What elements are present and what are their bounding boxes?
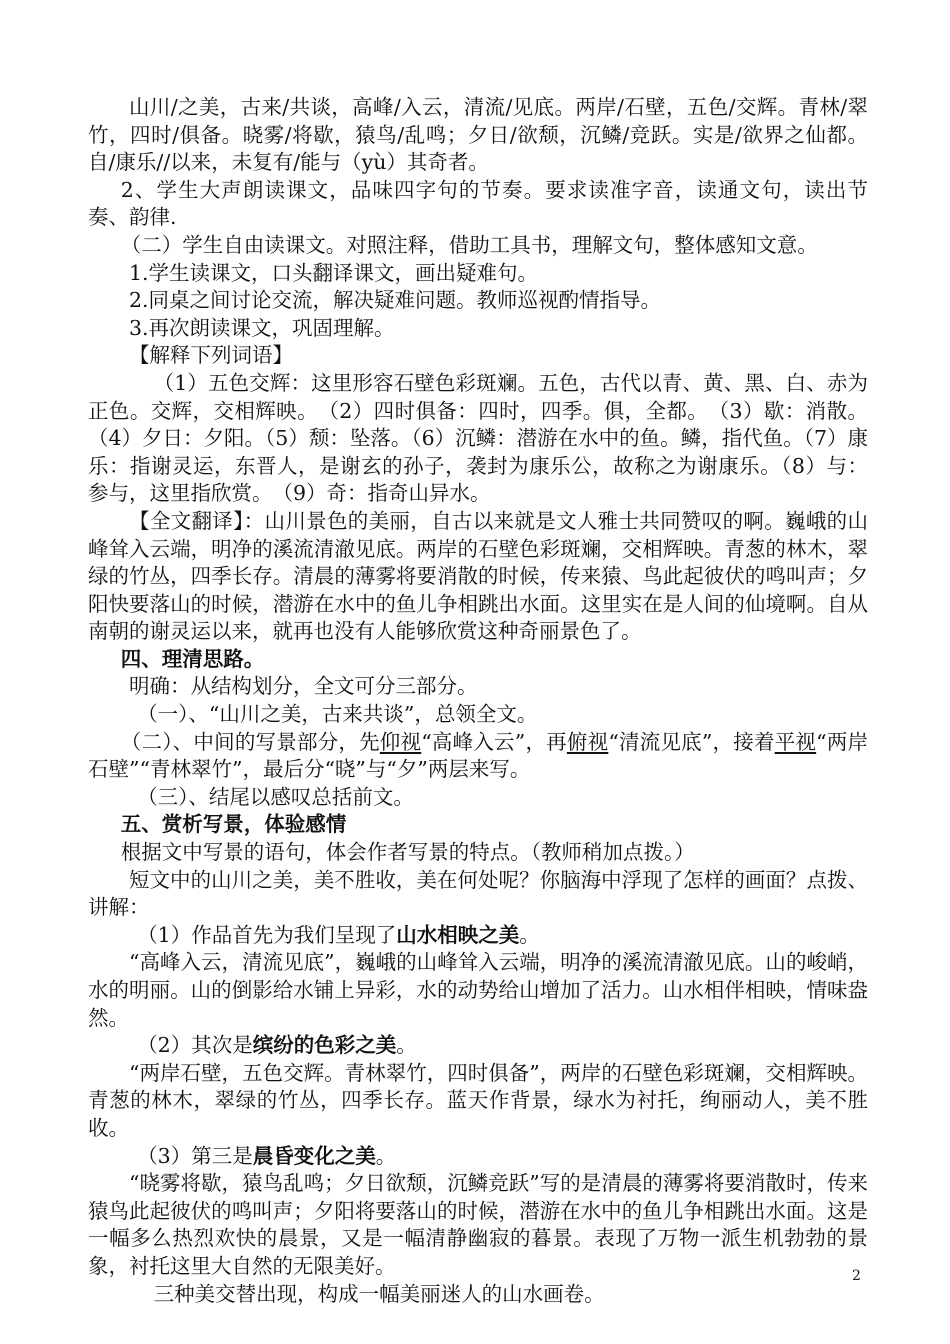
page-number: 2 — [852, 1268, 861, 1284]
text-run: 。 — [396, 1033, 417, 1058]
text-run: 短文中的山川之美，美不胜收，美在何处呢？你脑海中浮现了怎样的画面？点拨、讲解： — [88, 867, 868, 920]
text-run: 根据文中写景的语句，体会作者写景的特点。（教师稍加点拨。） — [120, 840, 695, 865]
paragraph — [88, 1032, 868, 1060]
bold-text: 山水相映之美 — [396, 922, 520, 947]
text-run: 山川/之美，古来/共谈，高峰/入云，清流/见底。两岸/石壁，五色/交辉。青林/翠竹，四时/俱备。晓雾/将歇，猿鸟/乱鸣；夕日/欲颓，沉鳞/竞跃。实是/欲界之仙都。自/康乐//以来，未复有/能与（yù）其奇者。 — [88, 95, 868, 175]
text-run: 明确：从结构划分，全文可分三部分。 — [129, 674, 478, 699]
text-run: （1）作品首先为我们呈现了 — [137, 922, 397, 947]
paragraph — [88, 922, 868, 950]
paragraph — [88, 1143, 868, 1171]
text-run: “高峰入云”，再 — [421, 729, 567, 754]
text-run: 2、学生大声朗读课文，品味四字句的节奏。要求读准字音，读通文句，读出节奏、韵律. — [88, 177, 868, 230]
paragraph — [88, 260, 868, 288]
bold-text: 晨昏变化之美 — [252, 1143, 376, 1168]
text-run: （2）其次是 — [137, 1033, 253, 1058]
text-run: 五、赏析写景，体验感情 — [120, 812, 347, 837]
text-run: 3.再次朗读课文，巩固理解。 — [129, 315, 395, 340]
section-heading — [88, 811, 868, 839]
paragraph — [88, 729, 868, 784]
paragraph — [88, 784, 868, 812]
paragraph — [88, 232, 868, 260]
text-run: 三种美交替出现，构成一幅美丽迷人的山水画卷。 — [153, 1281, 605, 1306]
paragraph — [88, 867, 868, 922]
paragraph — [88, 177, 868, 232]
paragraph — [88, 287, 868, 315]
underlined-text: 仰视 — [379, 729, 422, 754]
text-run: “高峰入云，清流见底”，巍峨的山峰耸入云端，明净的溪流清澈见底。山的峻峭，水的明丽。山的倒影给水铺上异彩，水的动势给山增加了活力。山水相伴相映，情味盎然。 — [88, 950, 868, 1030]
paragraph — [88, 839, 868, 867]
bold-text: 缤纷的色彩之美 — [252, 1033, 397, 1058]
document-body — [88, 94, 868, 1308]
paragraph — [88, 1170, 868, 1280]
paragraph — [88, 1281, 868, 1309]
text-run: “清流见底”，接着 — [608, 729, 775, 754]
text-run: （3）第三是 — [137, 1143, 253, 1168]
text-run: 。 — [375, 1143, 397, 1168]
text-run: “两岸石壁，五色交辉。青林翠竹，四时俱备”，两岸的石壁色彩斑斓，交相辉映。青葱的林木，翠绿的竹丛，四季长存。蓝天作背景，绿水为衬托，绚丽动人，美不胜收。 — [88, 1060, 868, 1140]
text-run: “两岸石壁”“青林翠竹”，最后分“晓”与“夕”两层来写。 — [88, 729, 869, 782]
text-run: （二）、中间的写景部分，先 — [120, 729, 380, 754]
text-run: 2.同桌之间讨论交流，解决疑难问题。教师巡视酌情指导。 — [129, 288, 662, 313]
text-run: 【全文翻译】：山川景色的美丽，自古以来就是文人雅士共同赞叹的啊。巍峨的山峰耸入云端，明净的溪流清澈见底。两岸的石壁色彩斑斓，交相辉映。青葱的林木，翠绿的竹丛，四季长存。清晨的薄雾将要消散的时候，传来猿、鸟此起彼伏的鸣叫声；夕阳快要落山的时候，潜游在水中的鱼儿争相跳出水面。这里实在是人间的仙境啊。自从南朝的谢灵运以来，就再也没有人能够欣赏这种奇丽景色了。 — [88, 508, 868, 644]
text-run: （三）、结尾以感叹总括前文。 — [137, 784, 414, 809]
text-run: （二）学生自由读课文。对照注释，借助工具书，理解文句，整体感知文意。 — [120, 232, 818, 257]
paragraph — [88, 94, 868, 177]
paragraph — [88, 508, 868, 646]
text-run: 四、理清思路。 — [120, 646, 265, 671]
paragraph — [88, 701, 868, 729]
paragraph — [88, 342, 868, 370]
underlined-text: 平视 — [774, 729, 817, 754]
text-run: 。 — [519, 922, 540, 947]
paragraph — [88, 1060, 868, 1143]
text-run: 【解释下列词语】 — [129, 343, 293, 368]
paragraph — [88, 949, 868, 1032]
section-heading — [88, 646, 868, 674]
underlined-text: 俯视 — [566, 729, 609, 754]
paragraph — [88, 315, 868, 343]
paragraph — [88, 370, 868, 508]
text-run: 1.学生读课文，口头翻译课文，画出疑难句。 — [129, 260, 539, 285]
text-run: （一）、“山川之美，古来共谈”，总领全文。 — [137, 702, 538, 727]
paragraph — [88, 673, 868, 701]
text-run: （1）五色交辉：这里形容石壁色彩斑斓。五色，古代以青、黄、黑、白、赤为正色。交辉，交相辉映。 （2）四时俱备：四时，四季。俱，全都。 （3）歇：消散。（4）夕日：夕阳。（5）颓：坠落。（6）沉鳞：潜游在水中的鱼。鳞，指代鱼。（7）康乐：指谢灵运，东晋人，是谢玄的孙子，袭封为康乐公，故称之为谢康乐。（8）与：参与，这里指欣赏。 （9）奇：指奇山异水。 — [88, 370, 868, 506]
text-run: “晓雾将歇，猿鸟乱鸣；夕日欲颓，沉鳞竞跃”写的是清晨的薄雾将要消散时，传来猿鸟此起彼伏的鸣叫声；夕阳将要落山的时候，潜游在水中的鱼儿争相跳出水面。这是一幅多么热烈欢快的晨景，又是一幅清静幽寂的暮景。表现了万物一派生机勃勃的景象，衬托这里大自然的无限美好。 — [88, 1171, 868, 1278]
